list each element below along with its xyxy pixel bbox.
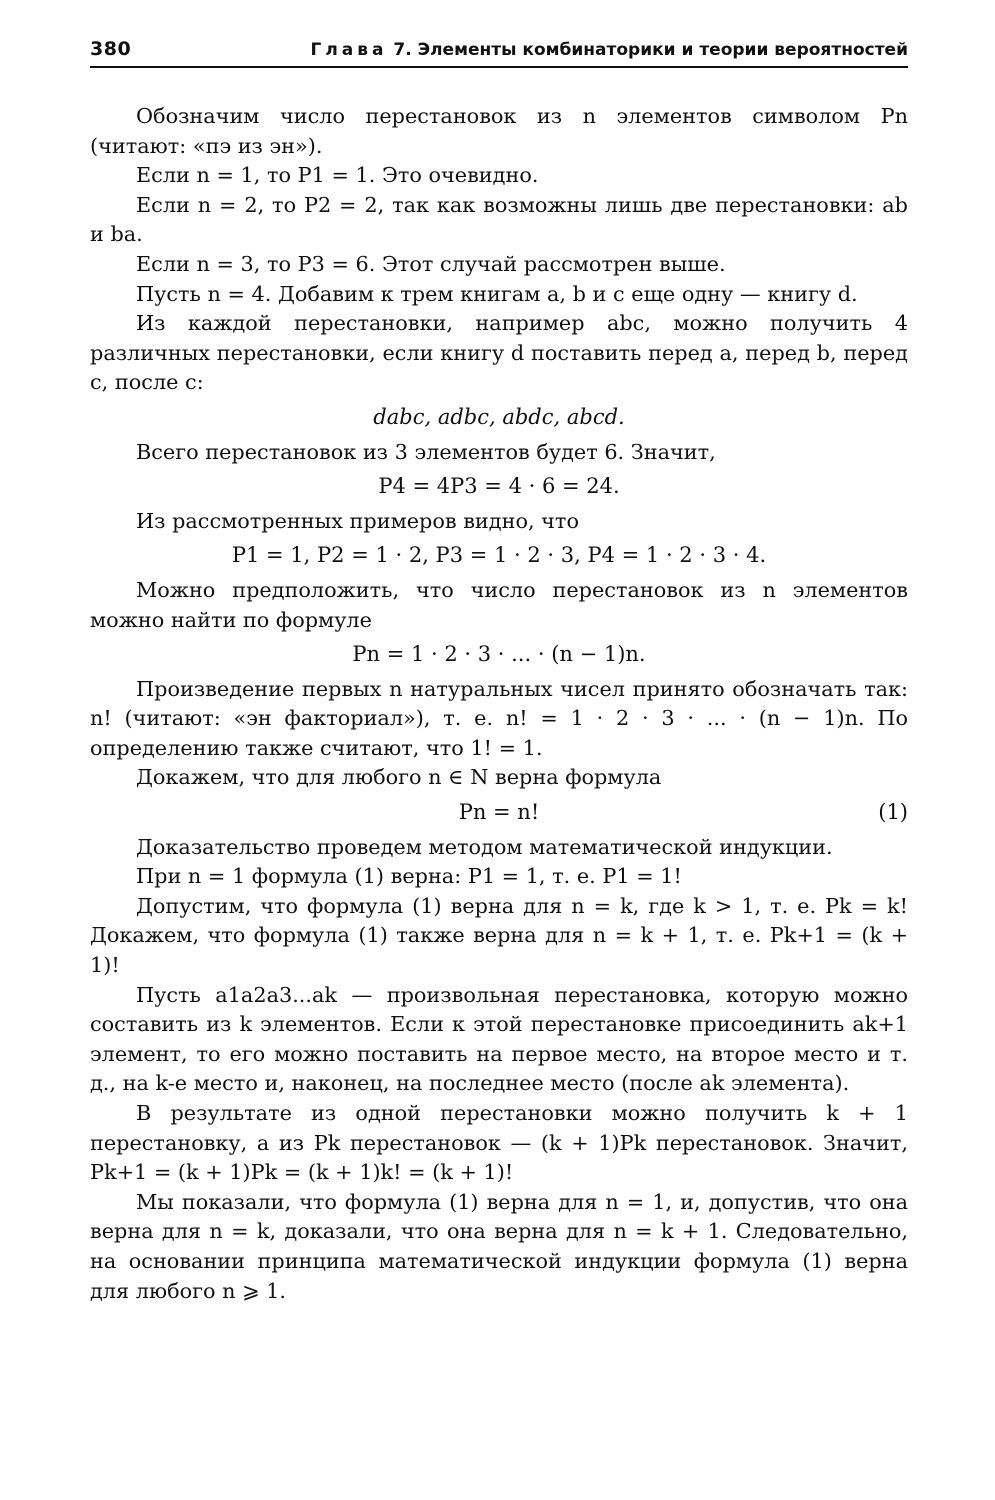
page-number: 380 (90, 38, 132, 60)
paragraph: Можно предположить, что число перестановок из n элементов можно найти по формуле (90, 577, 908, 632)
numbered-formula (90, 798, 908, 828)
paragraph: Из каждой перестановки, например abc, можно получить 4 различных перестановки, если книгу d поставить перед a, перед b, перед c, после c: (90, 311, 908, 395)
paragraph: Всего перестановок из 3 элементов будет 6. Значит, (136, 439, 716, 464)
paragraph: Если n = 3, то P3 = 6. Этот случай рассмотрен выше. (136, 251, 726, 276)
paragraph: Если n = 2, то P2 = 2, так как возможны лишь две перестановки: ab и ba. (90, 192, 908, 247)
formula: dabc, adbc, abdc, abcd. (373, 404, 625, 429)
paragraph: Обозначим число перестановок из n элементов символом Pn (читают: «пэ из эн»). (90, 104, 908, 158)
paragraph: Произведение первых n натуральных чисел принято обозначать так: n! (читают: «эн факториал»), т. е. n! = 1 · 2 · 3 · ... · (n − 1)n. По определению также считают, что 1! = 1. (90, 676, 908, 760)
page-body (90, 102, 908, 1306)
paragraph: Из рассмотренных примеров видно, что (136, 508, 579, 533)
formula: P4 = 4P3 = 4 · 6 = 24. (378, 474, 620, 499)
formula: P1 = 1, P2 = 1 · 2, P3 = 1 · 2 · 3, P4 = 1 · 2 · 3 · 4. (231, 543, 767, 568)
paragraph: Докажем, что для любого n ∈ N верна формула (136, 765, 662, 790)
chapter-word: Глава (310, 40, 388, 60)
paragraph: Мы показали, что формула (1) верна для n = 1, и, допустив, что она верна для n = k, доказали, что она верна для n = k + 1. Следовательно, на основании принципа математической индукции формула (1) верна для любого n ⩾ 1. (90, 1189, 908, 1303)
formula-number: (1) (878, 800, 908, 825)
book-page (90, 38, 908, 1306)
paragraph: Пусть n = 4. Добавим к трем книгам a, b и c еще одну — книгу d. (136, 281, 858, 306)
chapter-title-text: 7. Элементы комбинаторики и теории вероятностей (393, 40, 908, 60)
paragraph: В результате из одной перестановки можно получить k + 1 перестановку, а из Pk перестановок — (k + 1)Pk перестановок. Значит, Pk+1 = (k + 1)Pk = (k + 1)k! = (k + 1)! (90, 1101, 908, 1185)
running-header (90, 38, 908, 68)
chapter-title (311, 40, 909, 60)
formula: Pn = 1 · 2 · 3 · ... · (n − 1)n. (352, 642, 646, 667)
paragraph: Если n = 1, то P1 = 1. Это очевидно. (136, 163, 539, 188)
paragraph: Пусть a1a2a3...ak — произвольная перестановка, которую можно составить из k элементов. Если к этой перестановке присоединить ak+1 элемент, то его можно поставить на первое место, на второе место и т. д., на k-е место и, наконец, на последнее место (после ak элемента). (90, 982, 908, 1096)
paragraph: При n = 1 формула (1) верна: P1 = 1, т. е. P1 = 1! (136, 864, 682, 889)
paragraph: Допустим, что формула (1) верна для n = k, где k > 1, т. е. Pk = k! Докажем, что формула (1) также верна для n = k + 1, т. е. Pk+1 = (k + 1)! (90, 893, 908, 978)
formula: Pn = n! (458, 800, 540, 825)
paragraph: Доказательство проведем методом математической индукции. (136, 834, 833, 859)
